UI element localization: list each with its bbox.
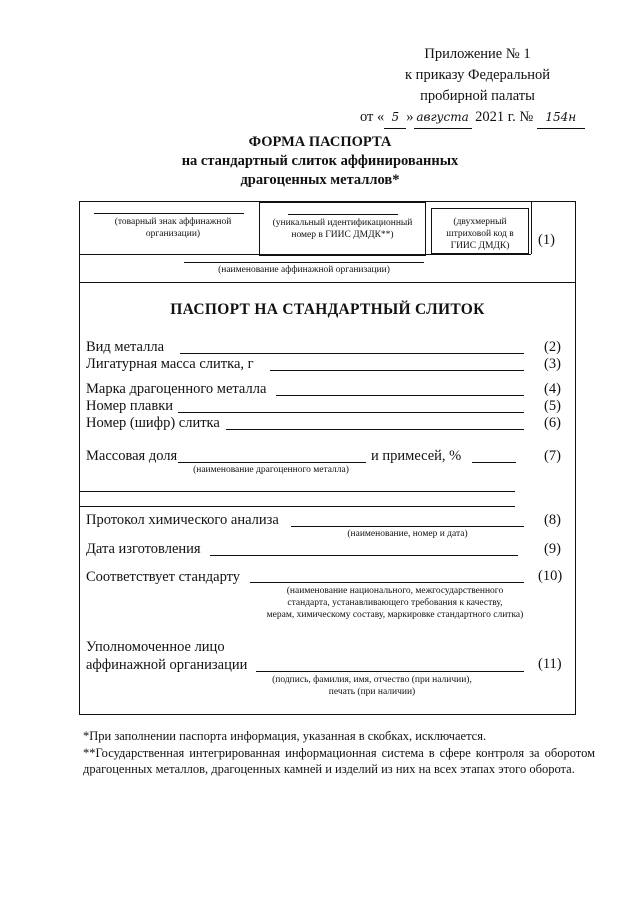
marker-5: (5) xyxy=(544,398,561,414)
mass-fraction-extra-line-2 xyxy=(80,506,515,507)
authorized-caption-line1: (подпись, фамилия, имя, отчество (при наличии), xyxy=(272,675,472,685)
field-impurities: и примесей, % xyxy=(371,448,462,464)
form-title xyxy=(0,133,640,190)
org-name-caption: (наименование аффинажной организации) xyxy=(218,265,390,275)
marker-4: (4) xyxy=(544,381,561,397)
field-ligature-mass: Лигатурная масса слитка, г xyxy=(86,356,254,372)
form-title-line3: драгоценных металлов* xyxy=(240,172,400,188)
field-protocol: Протокол химического анализа xyxy=(86,512,279,528)
metal-type-line xyxy=(180,353,524,354)
field-metal-type: Вид металла xyxy=(86,339,165,355)
appendix-line1: Приложение № 1 xyxy=(424,46,531,62)
standard-caption-line3: мерам, химическому составу, маркировке стандартного слитка) xyxy=(266,610,524,620)
passport-title: ПАСПОРТ НА СТАНДАРТНЫЙ СЛИТОК xyxy=(170,301,485,318)
marker-1: (1) xyxy=(538,232,555,248)
melt-number-line xyxy=(178,412,524,413)
order-mid: » xyxy=(406,109,414,125)
order-prefix: от « xyxy=(360,109,385,125)
marker-10: (10) xyxy=(538,568,563,584)
marker-9: (9) xyxy=(544,541,561,557)
ligature-mass-line xyxy=(270,370,524,371)
order-number: 154н xyxy=(537,107,585,129)
appendix-line2: к приказу Федеральной xyxy=(405,67,550,83)
footnote-2: **Государственная интегрированная информационная система в сфере контроля за оборотом драгоценных металлов, драгоценных камней и изделий из них на всех этапах этого оборота. xyxy=(83,746,595,776)
field-manufacture-date: Дата изготовления xyxy=(86,541,201,557)
impurities-line xyxy=(472,462,516,463)
field-melt-number: Номер плавки xyxy=(86,398,174,414)
mass-fraction-caption: (наименование драгоценного металла) xyxy=(193,465,349,475)
order-day: 5 xyxy=(384,107,406,129)
order-line xyxy=(360,107,595,129)
field-authorized-1: Уполномоченное лицо xyxy=(86,639,225,655)
marker-11: (11) xyxy=(538,656,562,672)
unique-id-caption: (уникальный идентификационный номер в ГИИС ДМДК**) xyxy=(272,218,413,240)
authorized-caption-line2: печать (при наличии) xyxy=(328,687,416,697)
protocol-line xyxy=(291,526,524,527)
order-month: августа xyxy=(414,107,472,129)
trademark-caption: (товарный знак аффинажной организации) xyxy=(114,217,232,239)
marker-7: (7) xyxy=(544,448,561,464)
barcode-cell xyxy=(431,208,529,254)
field-authorized-2: аффинажной организации xyxy=(86,657,248,673)
mass-fraction-extra-line xyxy=(80,491,515,492)
appendix-block xyxy=(360,44,595,129)
field-metal-grade: Марка драгоценного металла xyxy=(86,381,267,397)
unique-id-cell xyxy=(259,202,426,256)
standard-caption xyxy=(240,585,550,621)
order-year: 2021 г. № xyxy=(475,109,534,125)
field-ingot-number: Номер (шифр) слитка xyxy=(86,415,220,431)
field-standard: Соответствует стандарту xyxy=(86,569,241,585)
manufacture-date-line xyxy=(210,555,518,556)
appendix-line3: пробирной палаты xyxy=(420,88,535,104)
protocol-caption: (наименование, номер и дата) xyxy=(347,529,468,539)
mass-fraction-line xyxy=(178,462,366,463)
marker-6: (6) xyxy=(544,415,561,431)
standard-caption-line1: (наименование национального, межгосударственного xyxy=(286,586,504,596)
ingot-number-line xyxy=(226,429,524,430)
barcode-caption: (двухмерный штриховой код в ГИИС ДМДК) xyxy=(446,217,514,251)
form-title-line1: ФОРМА ПАСПОРТА xyxy=(248,134,392,150)
metal-grade-line xyxy=(276,395,524,396)
standard-caption-line2: стандарта, устанавливающего требования к качеству, xyxy=(287,598,503,608)
form-title-line2: на стандартный слиток аффинированных xyxy=(181,153,459,169)
marker-3: (3) xyxy=(544,356,561,372)
authorized-line xyxy=(256,671,524,672)
authorized-caption xyxy=(256,674,488,698)
standard-line xyxy=(250,582,524,583)
footnote-1: *При заполнении паспорта информация, указанная в скобках, исключается. xyxy=(83,729,487,743)
field-mass-fraction: Массовая доля xyxy=(86,448,178,464)
marker-2: (2) xyxy=(544,339,561,355)
marker-8: (8) xyxy=(544,512,561,528)
passport-frame xyxy=(79,201,576,715)
